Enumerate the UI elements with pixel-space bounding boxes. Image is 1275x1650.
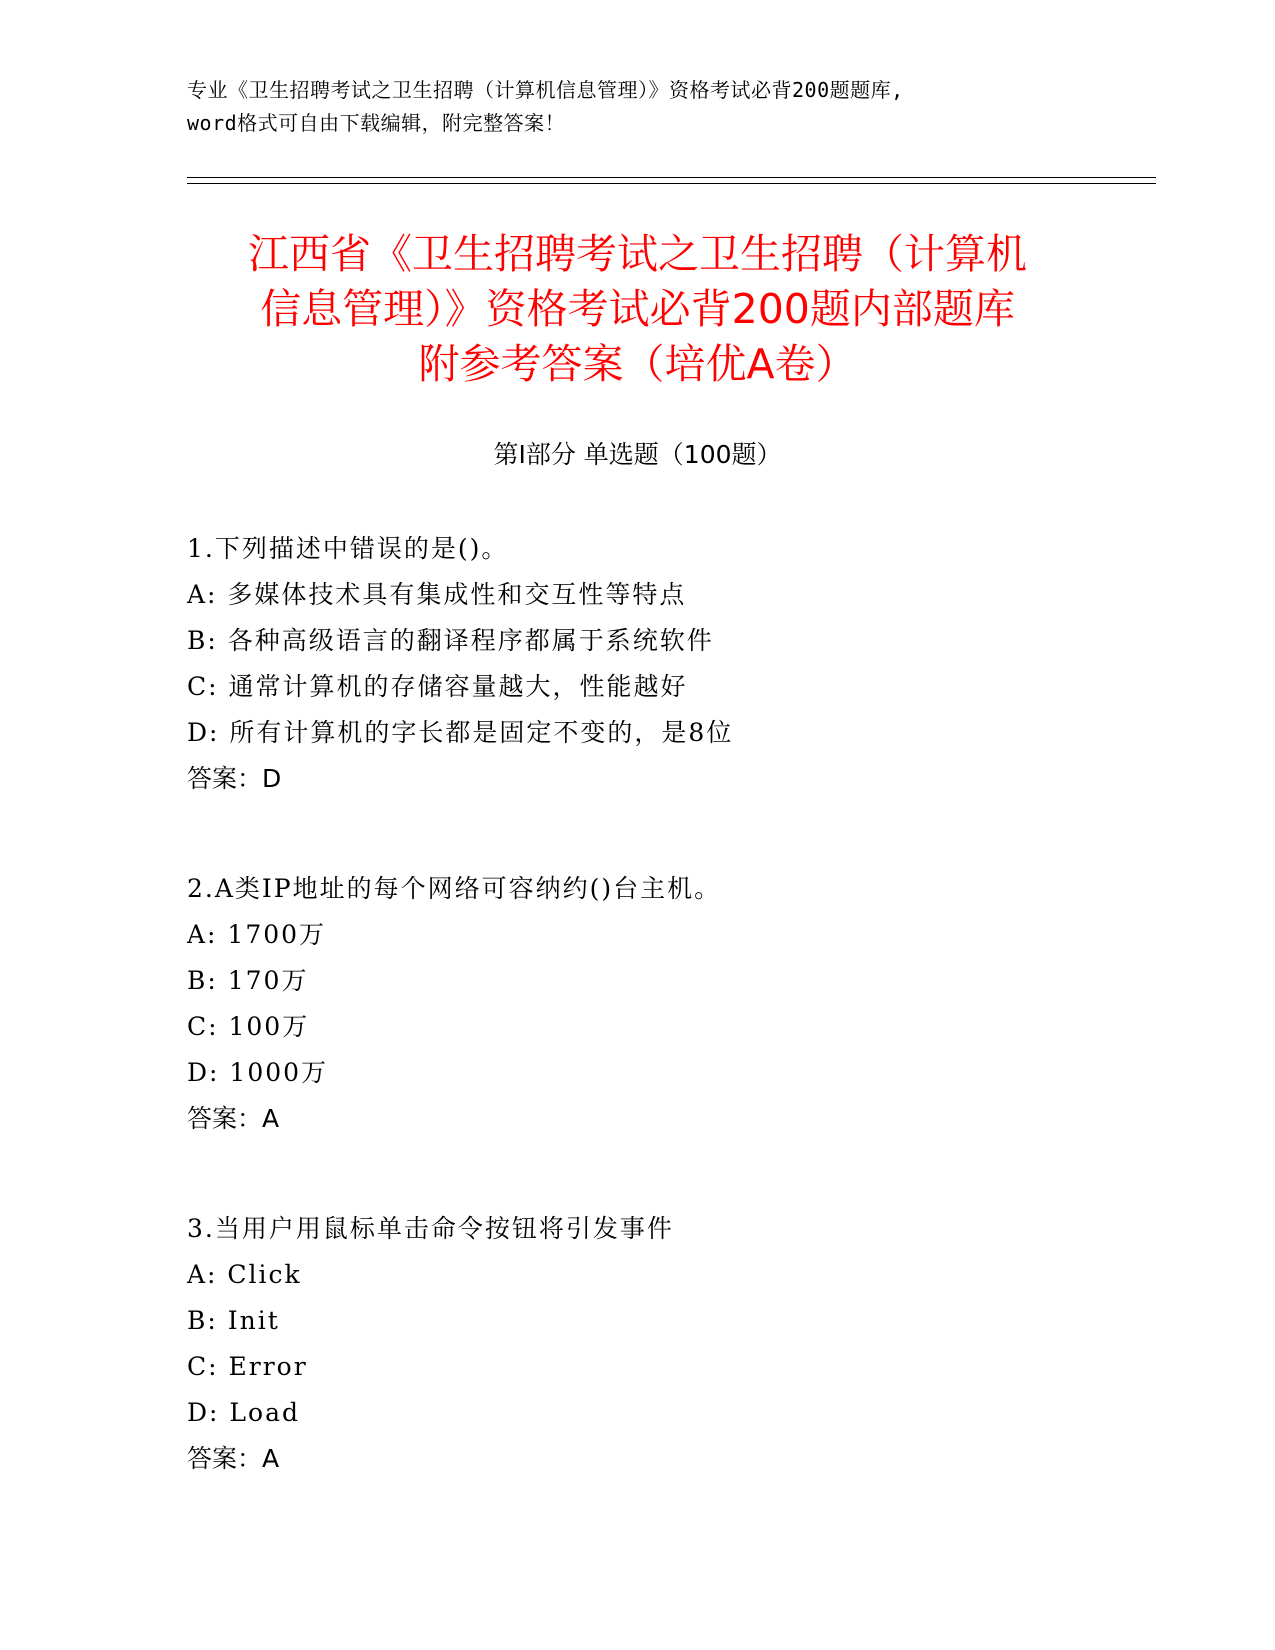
question-2	[187, 866, 1127, 1142]
document-title-line-2: 信息管理）》资格考试必背200题内部题库	[260, 285, 1015, 333]
option-b: B: 170万	[187, 966, 309, 995]
answer-line: 答案：A	[187, 1444, 280, 1473]
question-list	[187, 526, 1127, 1546]
option-c: C: Error	[187, 1352, 308, 1381]
option-b: B: 各种高级语言的翻译程序都属于系统软件	[187, 626, 714, 655]
question-stem: 2.A类IP地址的每个网络可容纳约()台主机。	[187, 874, 722, 903]
option-d: D: 所有计算机的字长都是固定不变的，是8位	[187, 718, 734, 747]
option-a: A: 多媒体技术具有集成性和交互性等特点	[187, 580, 687, 609]
option-c: C: 通常计算机的存储容量越大，性能越好	[187, 672, 688, 701]
divider-rule-bottom	[187, 183, 1156, 184]
section-heading: 第Ⅰ部分 单选题（100题）	[493, 440, 782, 469]
question-3	[187, 1206, 1127, 1482]
document-title-line-3: 附参考答案（培优A卷）	[418, 340, 857, 388]
question-stem: 3.当用户用鼠标单击命令按钮将引发事件	[187, 1214, 674, 1243]
option-c: C: 100万	[187, 1012, 310, 1041]
option-a: A: Click	[187, 1260, 302, 1289]
answer-line: 答案：A	[187, 1104, 280, 1133]
option-b: B: Init	[187, 1306, 280, 1335]
document-title	[150, 227, 1125, 392]
option-d: D: Load	[187, 1398, 300, 1427]
header-note-line-1: 专业《卫生招聘考试之卫生招聘（计算机信息管理）》资格考试必背200题题库,	[187, 78, 904, 102]
divider-rule-top	[187, 177, 1156, 178]
answer-line: 答案：D	[187, 764, 282, 793]
option-a: A: 1700万	[187, 920, 327, 949]
question-stem: 1.下列描述中错误的是()。	[187, 534, 509, 563]
header-note	[187, 74, 1087, 140]
question-1	[187, 526, 1127, 802]
document-title-line-1: 江西省《卫生招聘考试之卫生招聘（计算机	[248, 230, 1027, 278]
option-d: D: 1000万	[187, 1058, 329, 1087]
header-note-line-2: word格式可自由下载编辑，附完整答案！	[187, 111, 566, 135]
